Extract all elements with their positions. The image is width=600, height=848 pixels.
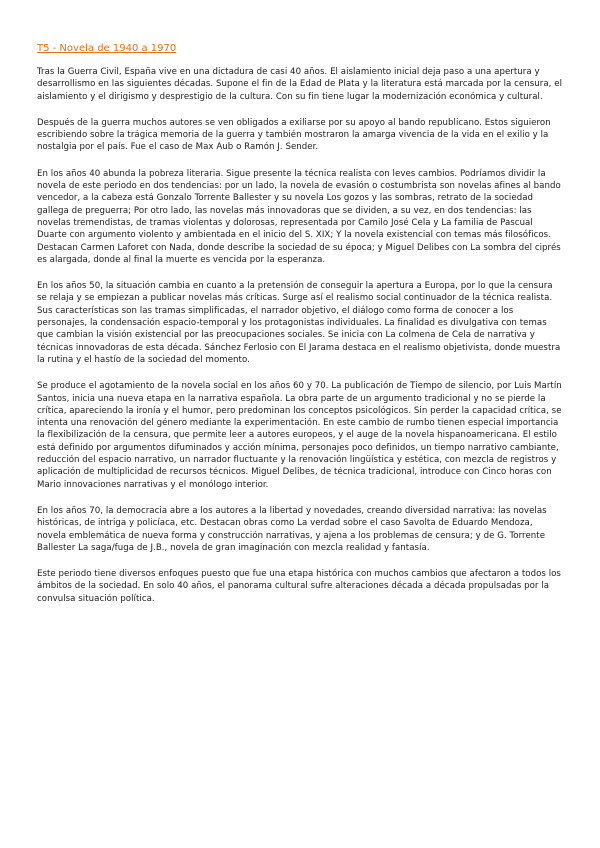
paragraph-intro: Tras la Guerra Civil, España vive en una dictadura de casi 40 años. El aislamiento inicial deja paso a una apertura y desarrollismo en las siguientes décadas. Supone el fin de la Edad de Plata y la literatura está marcada por la censura, el aislamiento y el dirigismo y desprestigio de la cultura. Con su fin tiene lugar la modernización económica y cultural. (37, 67, 563, 102)
paragraph-exile: Después de la guerra muchos autores se ven obligados a exiliarse por su apoyo al bando republicano. Estos siguieron escribiendo sobre la trágica memoria de la guerra y también mostraron la amarga vivencia de la vida en el exilio y la nostalgia por el país. Fue el caso de Max Aub o Ramón J. Sender. (37, 117, 551, 153)
document-title-link[interactable]: T5 - Novela de 1940 a 1970 (37, 43, 177, 54)
paragraph-50s: En los años 50, la situación cambia en cuanto a la pretensión de conseguir la apertura a Europa, por lo que la censura se relaja y se empiezan a publicar novelas más críticas. Surge así el realismo social continuador de la técnica realista. Sus características son las tramas simplificadas, el narrador objetivo, el diálogo como forma de conocer a los personajes, la condensación espacio-temporal y los protagonistas individuales. La finalidad es divulgativa con temas que cambian la visión existencial por las preocupaciones sociales. Se inicia con La colmena de Cela de narrativa y técnicas innovadoras de esta década. Sánchez Ferlosio con El Jarama destaca en el realismo objetivista, donde muestra la rutina y el hastío de la sociedad del momento. (37, 281, 561, 365)
paragraph-70s: En los años 70, la democracia abre a los autores a la libertad y novedades, creando diversidad narrativa: las novelas históricas, de intriga y policíaca, etc. Destacan obras como La verdad sobre el caso Savolta de Eduardo Mendoza, novela emblemática de nueva forma y construcción narrativas, y ajena a los problemas de censura; y de G. Torrente Ballester La saga/fuga de J.B., novela de gran imaginación con mezcla realidad y fantasía. (37, 505, 547, 553)
paragraph-60s: Se produce el agotamiento de la novela social en los años 60 y 70. La publicación de Tiempo de silencio, por Luis Martín Santos, inicia una nueva etapa en la narrativa española. La obra parte de un argumento tradicional y no se pierde la crítica, apareciendo la ironía y el humor, pero predominan los conceptos psicológicos. Sin perder la capacidad crítica, se intenta una renovación del género mediante la experimentación. En este cambio de rumbo tienen especial importancia la flexibilización de la censura, que permite leer a autores europeos, y el auge de la novela hispanoamericana. El estilo está definido por argumentos difuminados y acción mínima, personajes poco definidos, un tiempo narrativo cambiante, reducción del espacio narrativo, un narrador fluctuante y la renovación lingüística y estética, con mezcla de registros y aplicación de multiplicidad de recursos técnicos. Miguel Delibes, de técnica tradicional, introduce con Cinco horas con Mario innovaciones narrativas y el monólogo interior. (37, 381, 562, 490)
paragraph-40s: En los años 40 abunda la pobreza literaria. Sigue presente la técnica realista con leves cambios. Podríamos dividir la novela de este periodo en dos tendencias: por un lado, la novela de evasión o costumbrista son novelas afines al bando vencedor, a la cabeza está Gonzalo Torrente Ballester y su novela Los gozos y las sombras, retrato de la sociedad gallega de preguerra; Por otro lado, las novelas más innovadoras que se dividen, a su vez, en dos tendencias: las novelas tremendistas, de tramas violentas y dolorosas, representada por Camilo José Cela y La familia de Pascual Duarte con argumento violento y ambientada en el inicio del S. XIX; Y la novela existencial con temas más filosóficos. Destacan Carmen Laforet con Nada, donde describe la sociedad de su época; y Miguel Delibes con La sombra del ciprés es alargada, donde al final la muerte es vencida por la esperanza. (37, 168, 561, 265)
paragraph-conclusion: Este periodo tiene diversos enfoques puesto que fue una etapa histórica con muchos cambios que afectaron a todos los ámbitos de la sociedad. En solo 40 años, el panorama cultural sufre alteraciones década a década propulsadas por la convulsa situación política. (37, 569, 561, 604)
